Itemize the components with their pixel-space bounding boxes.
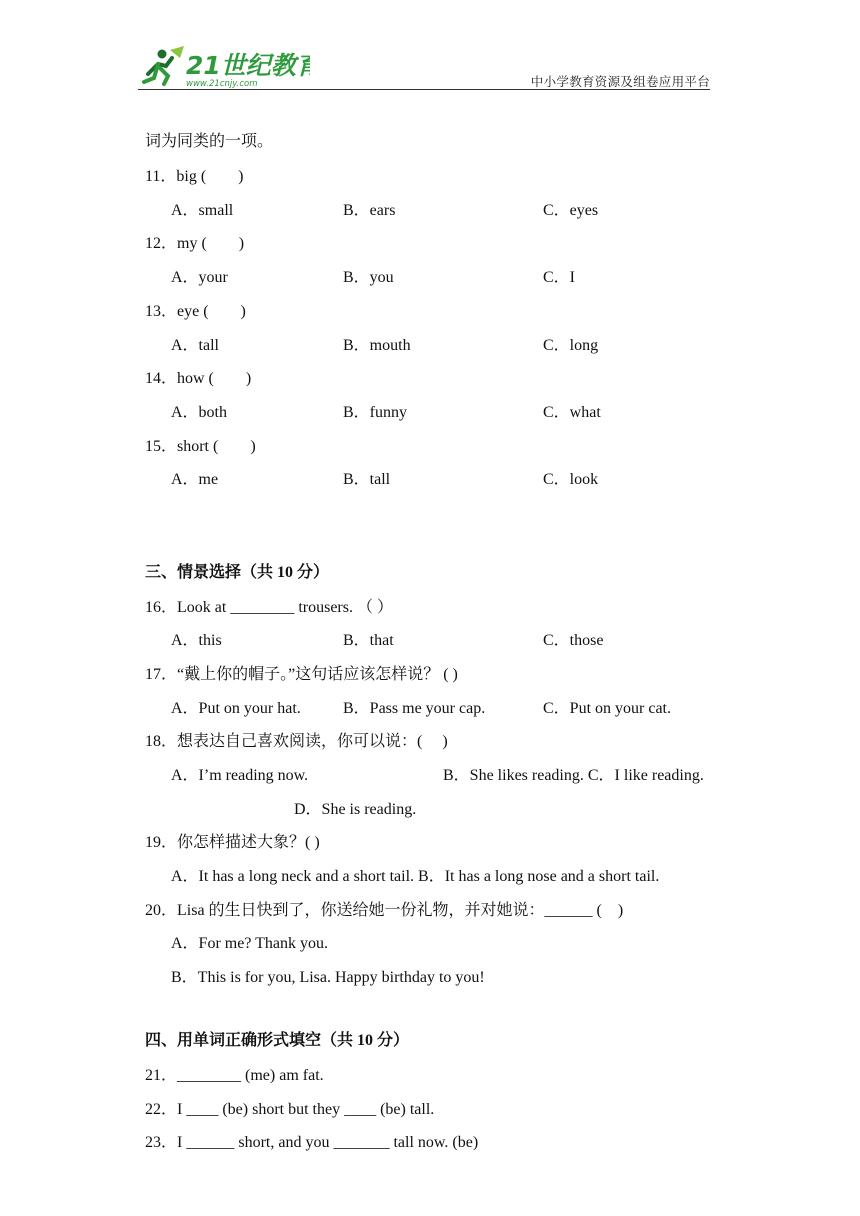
question-22: [145, 1096, 434, 1119]
question-20-option-a: A．For me? Thank you.: [171, 935, 329, 952]
question-21-text: (me) am fat.: [241, 1067, 324, 1084]
question-23-text: tall now. (be): [389, 1134, 479, 1151]
question-19-options: A．It has a long neck and a short tail. B．It has a long nose and a short tail.: [171, 868, 660, 885]
logo-url: www.21cnjy.com: [186, 79, 258, 89]
question-11-stem: 11．big ( ): [145, 168, 244, 185]
question-12-option-c: C．I: [543, 269, 576, 286]
runner-logo-icon: [140, 44, 310, 90]
question-15-option-c: C．look: [543, 471, 599, 488]
question-12-option-b: B．you: [343, 269, 394, 286]
question-13-option-a: A．tall: [171, 337, 219, 354]
question-12-option-a: A．your: [171, 269, 228, 286]
question-16-stem: 16．Look at ________ trousers. （ ）: [145, 599, 393, 616]
question-18-stem: 18．想表达自己喜欢阅读，你可以说：( ): [145, 733, 448, 750]
question-22-middle: (be) short but they: [218, 1101, 345, 1118]
question-15-stem: 15．short ( ): [145, 438, 256, 455]
question-14-option-a: A．both: [171, 404, 228, 421]
question-22-blank-1: ____: [186, 1101, 219, 1118]
question-11-option-b: B．ears: [343, 202, 396, 219]
question-16-option-b: B．that: [343, 632, 394, 649]
question-18-option-a: A．I’m reading now.: [171, 767, 309, 784]
header-divider: [138, 89, 710, 90]
question-23: [145, 1129, 478, 1152]
question-14-option-b: B．funny: [343, 404, 408, 421]
question-18-option-d: D．She is reading.: [294, 801, 417, 818]
question-21-blank: ________: [177, 1067, 242, 1084]
platform-label: 中小学教育资源及组卷应用平台: [530, 75, 710, 89]
question-22-prefix: 22．I: [145, 1101, 187, 1118]
question-21: [145, 1062, 324, 1085]
question-13-stem: 13．eye ( ): [145, 303, 246, 320]
question-23-blank-1: ______: [186, 1134, 235, 1151]
question-11-option-c: C．eyes: [543, 202, 599, 219]
question-22-blank-2: ____: [344, 1101, 377, 1118]
question-14-option-c: C．what: [543, 404, 601, 421]
question-18-option-bc: B．She likes reading. C．I like reading.: [443, 767, 704, 784]
question-20-stem: 20．Lisa 的生日快到了，你送给她一份礼物，并对她说：______ ( ): [145, 902, 624, 919]
question-17-option-a: A．Put on your hat.: [171, 700, 301, 717]
site-logo: [140, 44, 310, 90]
section-4-title: 四、用单词正确形式填空（共 10 分）: [145, 1032, 410, 1049]
question-21-number: 21．: [145, 1067, 178, 1084]
question-11-option-a: A．small: [171, 202, 234, 219]
question-22-text: (be) tall.: [376, 1101, 435, 1118]
question-16-option-a: A．this: [171, 632, 222, 649]
section-3-title: 三、情景选择（共 10 分）: [145, 564, 330, 581]
question-23-blank-2: _______: [333, 1134, 390, 1151]
question-12-stem: 12．my ( ): [145, 235, 245, 252]
question-17-option-c: C．Put on your cat.: [543, 700, 671, 717]
question-23-prefix: 23．I: [145, 1134, 187, 1151]
question-13-option-c: C．long: [543, 337, 599, 354]
question-15-option-a: A．me: [171, 471, 219, 488]
instruction-continuation: 词为同类的一项。: [145, 133, 274, 150]
question-16-option-c: C．those: [543, 632, 604, 649]
question-19-stem: 19．你怎样描述大象？( ): [145, 834, 320, 851]
question-17-stem: 17．“戴上你的帽子。”这句话应该怎样说？ ( ): [145, 666, 458, 683]
question-17-option-b: B．Pass me your cap.: [343, 700, 486, 717]
question-23-middle: short, and you: [234, 1134, 334, 1151]
logo-text: 21世纪教育: [186, 51, 310, 80]
question-14-stem: 14．how ( ): [145, 370, 252, 387]
question-13-option-b: B．mouth: [343, 337, 411, 354]
question-20-option-b: B．This is for you, Lisa. Happy birthday to you!: [171, 969, 485, 986]
question-15-option-b: B．tall: [343, 471, 391, 488]
